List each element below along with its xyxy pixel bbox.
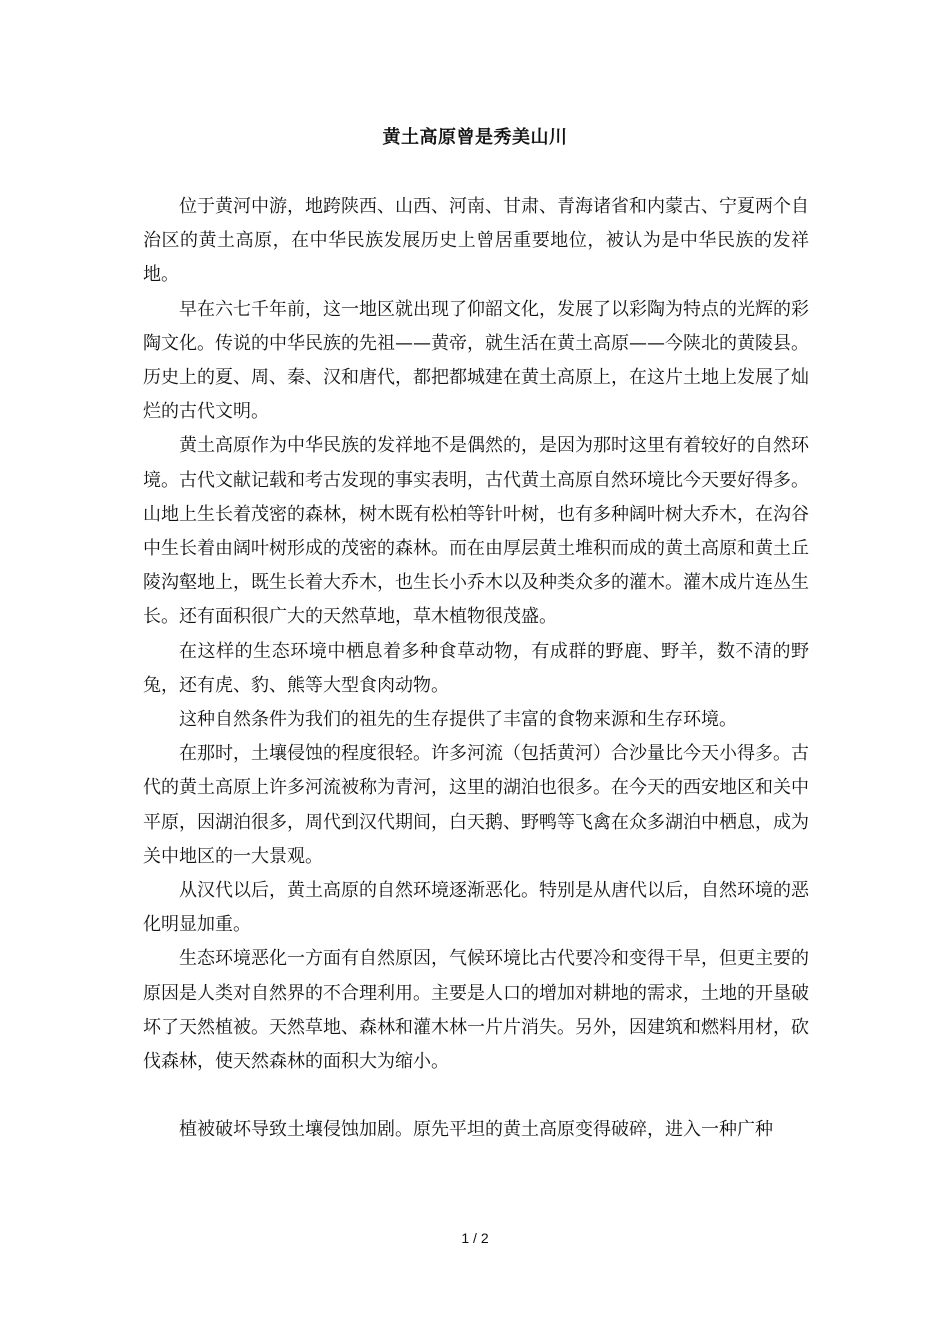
- paragraph-1: 位于黄河中游，地跨陕西、山西、河南、甘肃、青海诸省和内蒙古、宁夏两个自治区的黄土高原，在中华民族发展历史上曾居重要地位，被认为是中华民族的发祥地。: [143, 196, 809, 286]
- paragraph-8: 生态环境恶化一方面有自然原因，气候环境比古代要冷和变得干旱，但更主要的原因是人类对自然界的不合理利用。主要是人口的增加对耕地的需求，土地的开垦破坏了天然植被。天然草地、森林和灌木林一片片消失。另外，因建筑和燃料用材，砍伐森林，使天然森林的面积大为缩小。: [143, 948, 809, 1073]
- paragraph-3: 黄土高原作为中华民族的发祥地不是偶然的，是因为那时这里有着较好的自然环境。古代文献记载和考古发现的事实表明，古代黄土高原自然环境比今天要好得多。山地上生长着茂密的森林，树木既有松柏等针叶树，也有多种阔叶树大乔木，在沟谷中生长着由阔叶树形成的茂密的森林。而在由厚层黄土堆积而成的黄土高原和黄土丘陵沟壑地上，既生长着大乔木，也生长小乔木以及种类众多的灌木。灌木成片连丛生长。还有面积很广大的天然草地，草木植物很茂盛。: [143, 435, 809, 628]
- page-number: 1 / 2: [461, 1230, 489, 1246]
- paragraph-6: 在那时，土壤侵蚀的程度很轻。许多河流（包括黄河）合沙量比今天小得多。古代的黄土高原上许多河流被称为青河，这里的湖泊也很多。在今天的西安地区和关中平原，因湖泊很多，周代到汉代期间，白天鹅、野鸭等飞禽在众多湖泊中栖息，成为关中地区的一大景观。: [143, 743, 809, 867]
- page-title: 黄土高原曾是秀美山川: [382, 127, 568, 148]
- paragraph-4: 在这样的生态环境中栖息着多种食草动物，有成群的野鹿、野羊，数不清的野兔，还有虎、豹、熊等大型食肉动物。: [143, 640, 809, 696]
- paragraph-2: 早在六七千年前，这一地区就出现了仰韶文化，发展了以彩陶为特点的光辉的彩陶文化。传说的中华民族的先祖——黄帝，就生活在黄土高原——今陕北的黄陵县。历史上的夏、周、秦、汉和唐代，都把都城建在黄土高原上，在这片土地上发展了灿烂的古代文明。: [143, 298, 809, 423]
- paragraph-5: 这种自然条件为我们的祖先的生存提供了丰富的食物来源和生存环境。: [179, 709, 737, 731]
- paragraph-9: 植被破坏导致土壤侵蚀加剧。原先平坦的黄土高原变得破碎，进入一种广种: [179, 1119, 773, 1141]
- paragraph-7: 从汉代以后，黄土高原的自然环境逐渐恶化。特别是从唐代以后，自然环境的恶化明显加重。: [143, 880, 809, 936]
- article-body: [143, 190, 809, 1147]
